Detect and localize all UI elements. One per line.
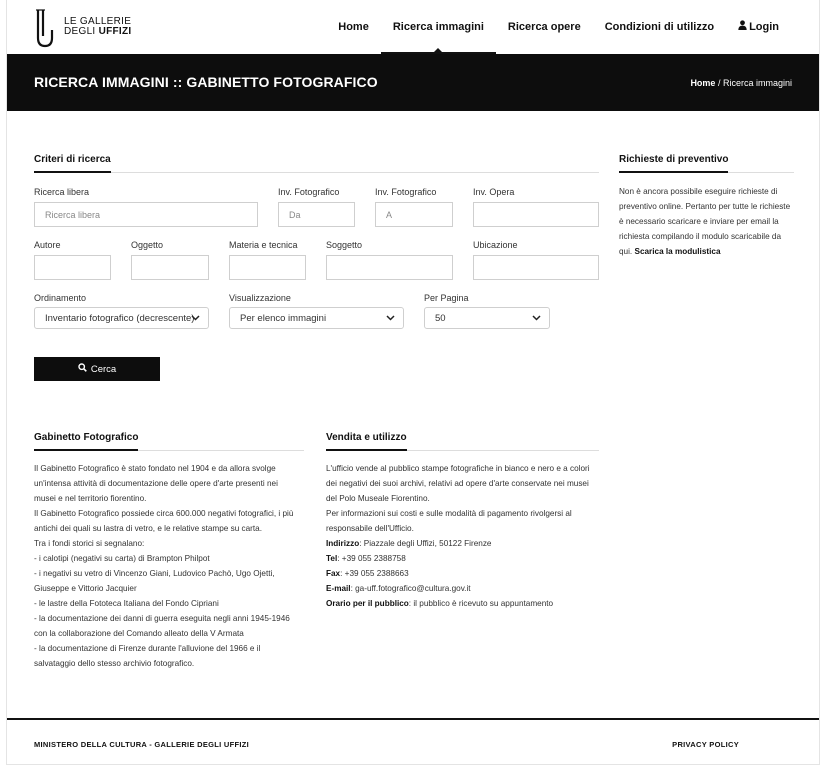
page-title: RICERCA IMMAGINI :: GABINETTO FOTOGRAFICO [34, 74, 378, 90]
contact-value: : il pubblico è ricevuto su appuntamento [408, 599, 554, 608]
gabinetto-line: - i negativi su vetro di Vincenzo Giani, Ludovico Pachò, Ugo Ojetti, [34, 569, 275, 578]
contact-label: Fax [326, 569, 341, 578]
autore-input[interactable] [34, 255, 111, 280]
materia-tecnica-input[interactable] [229, 255, 306, 280]
nav-condizioni-utilizzo[interactable]: Condizioni di utilizzo [604, 21, 715, 33]
breadcrumb-home[interactable]: Home [690, 78, 716, 88]
chevron-down-icon [386, 313, 395, 325]
vendita-line: del Polo Museale Fiorentino. [326, 494, 430, 503]
uffizi-logo-mark [34, 8, 56, 46]
label-materia-tecnica: Materia e tecnica [229, 240, 298, 250]
chevron-down-icon [191, 313, 200, 325]
nav-ricerca-opere[interactable]: Ricerca opere [507, 21, 581, 33]
visualizzazione-value: Per elenco immagini [240, 313, 327, 324]
vendita-line: dei negativi dei suoi archivi, relativi ad opere d'arte conservate nei musei [326, 479, 589, 488]
vendita-text [326, 461, 611, 611]
logo-wordmark [64, 17, 132, 37]
footer-copyright: MINISTERO DELLA CULTURA - GALLERIE DEGLI UFFIZI [34, 740, 250, 749]
gabinetto-line: salvataggio dello stesso archivio fotografico. [34, 659, 195, 668]
gabinetto-line: un'intensa attività di documentazione delle opere d'arte presenti nei [34, 479, 278, 488]
site-logo[interactable] [34, 8, 132, 46]
ubicazione-input[interactable] [473, 255, 599, 280]
gabinetto-line: - i calotipi (negativi su carta) di Brampton Philpot [34, 554, 210, 563]
page-frame [6, 0, 820, 765]
vendita-line: responsabile dell'Ufficio. [326, 524, 414, 533]
contact-label: Tel [326, 554, 338, 563]
gabinetto-line: - le lastre della Fototeca Italiana del Fondo Cipriani [34, 599, 219, 608]
cerca-button-label: Cerca [90, 363, 117, 375]
contact-email [326, 581, 611, 596]
contact-label: Orario per il pubblico [326, 599, 409, 608]
breadcrumb-current: Ricerca immagini [722, 78, 792, 88]
nav-home[interactable]: Home [338, 21, 369, 33]
contact-label: E-mail [326, 584, 351, 593]
label-oggetto: Oggetto [131, 240, 164, 250]
per-pagina-value: 50 [435, 313, 446, 324]
logo-line-1: LE GALLERIE [64, 16, 132, 27]
gabinetto-text [34, 461, 319, 671]
ricerca-libera-input[interactable]: Ricerca libera [34, 202, 258, 227]
inv-opera-input[interactable] [473, 202, 599, 227]
preventivo-text [619, 184, 794, 259]
logo-line-2a: DEGLI [64, 26, 99, 37]
contact-value: : +39 055 2388758 [337, 554, 406, 563]
gabinetto-line: musei e nel territorio fiorentino. [34, 494, 147, 503]
label-autore: Autore [34, 240, 61, 250]
nav-login-label: Login [749, 21, 779, 33]
label-ordinamento: Ordinamento [34, 293, 87, 303]
gabinetto-line: - la documentazione di Firenze durante l'alluvione del 1966 e il [34, 644, 261, 653]
gabinetto-line: - la documentazione dei danni di guerra eseguita negli anni 1945-1946 [34, 614, 290, 623]
contact-tel [326, 551, 611, 566]
footer-divider [7, 718, 819, 720]
label-soggetto: Soggetto [326, 240, 363, 250]
nav-ricerca-immagini[interactable]: Ricerca immagini [381, 0, 496, 54]
vendita-title: Vendita e utilizzo [326, 432, 599, 451]
cerca-button[interactable] [34, 357, 160, 381]
inv-fotografico-da-input[interactable]: Da [278, 202, 355, 227]
gabinetto-line: Tra i fondi storici si segnalano: [34, 539, 145, 548]
oggetto-input[interactable] [131, 255, 209, 280]
label-per-pagina: Per Pagina [424, 293, 469, 303]
ordinamento-select[interactable] [34, 307, 209, 329]
contact-value: : +39 055 2388663 [340, 569, 409, 578]
contact-hours [326, 596, 611, 611]
label-inv-fotografico-a: Inv. Fotografico [375, 187, 437, 197]
label-ubicazione: Ubicazione [473, 240, 518, 250]
contact-value: : Piazzale degli Uffizi, 50122 Firenze [359, 539, 492, 548]
label-visualizzazione: Visualizzazione [229, 293, 291, 303]
breadcrumb-separator: / [715, 78, 723, 88]
gabinetto-title: Gabinetto Fotografico [34, 432, 304, 451]
vendita-line: Per informazioni sui costi e sulle modalità di pagamento rivolgersi al [326, 509, 572, 518]
vendita-line: L'ufficio vende al pubblico stampe fotografiche in bianco e nero e a colori [326, 464, 590, 473]
label-inv-opera: Inv. Opera [473, 187, 515, 197]
page-banner [7, 54, 819, 111]
nav-login[interactable] [726, 0, 779, 54]
gabinetto-line: Giuseppe e Vittorio Jacquier [34, 584, 137, 593]
contact-address [326, 536, 611, 551]
logo-line-2b: UFFIZI [98, 26, 132, 37]
main-nav [326, 0, 779, 54]
label-ricerca-libera: Ricerca libera [34, 187, 90, 197]
gabinetto-line: antichi dei quali su lastra di vetro, e le relative stampe su carta. [34, 524, 262, 533]
search-icon [78, 363, 87, 375]
breadcrumb [690, 78, 792, 88]
inv-fotografico-a-input[interactable]: A [375, 202, 453, 227]
label-inv-fotografico-da: Inv. Fotografico [278, 187, 340, 197]
chevron-down-icon [532, 313, 541, 325]
scarica-modulistica-link[interactable]: Scarica la modulistica [634, 247, 721, 256]
per-pagina-select[interactable] [424, 307, 550, 329]
contact-fax [326, 566, 611, 581]
contact-label: Indirizzo [326, 539, 360, 548]
visualizzazione-select[interactable] [229, 307, 404, 329]
soggetto-input[interactable] [326, 255, 453, 280]
user-icon [738, 0, 747, 54]
contact-value[interactable]: : ga-uff.fotografico@cultura.gov.it [350, 584, 471, 593]
preventivo-title: Richieste di preventivo [619, 154, 794, 173]
gabinetto-line: Il Gabinetto Fotografico possiede circa 600.000 negativi fotografici, i più [34, 509, 294, 518]
preventivo-body: Non è ancora possibile eseguire richieste di preventivo online. Pertanto per tutte le richieste è necessario scaricare e inviare per email la richiesta compilando il modulo scaricabile da qui. [619, 187, 791, 256]
gabinetto-line: Il Gabinetto Fotografico è stato fondato nel 1904 e da allora svolge [34, 464, 276, 473]
ordinamento-value: Inventario fotografico (decrescente) [45, 313, 195, 324]
search-section-title: Criteri di ricerca [34, 154, 599, 173]
gabinetto-line: con la collaborazione del Comando alleato della V Armata [34, 629, 244, 638]
privacy-policy-link[interactable]: PRIVACY POLICY [672, 740, 739, 749]
